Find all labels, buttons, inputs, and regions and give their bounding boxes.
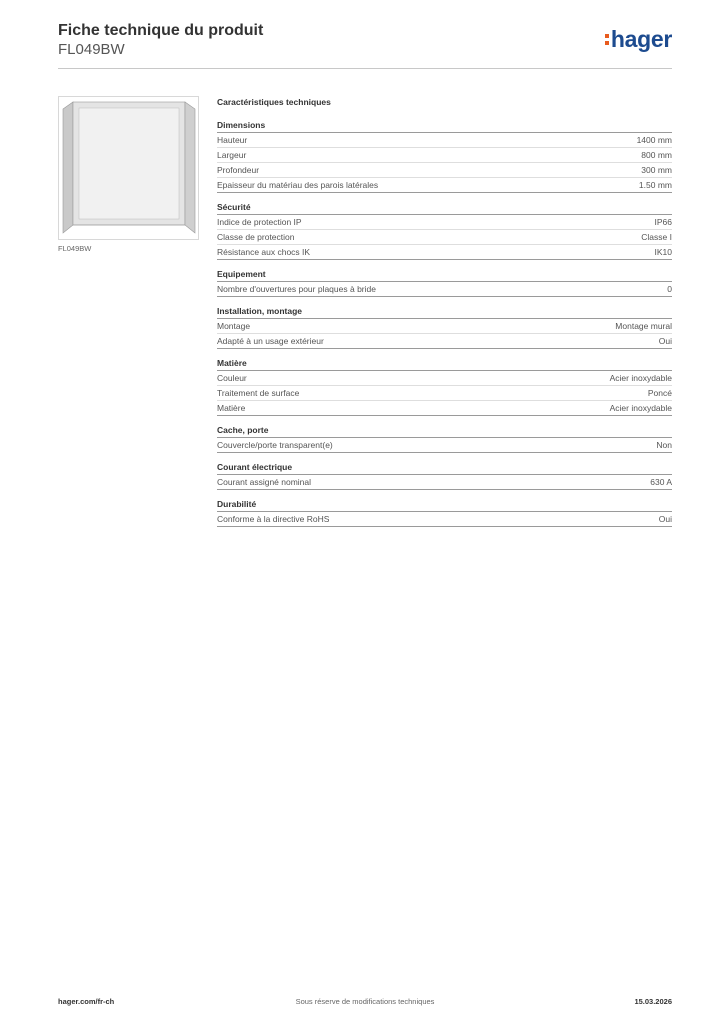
spec-row [217, 163, 672, 178]
spec-label: Nombre d'ouvertures pour plaques à bride [217, 284, 376, 294]
page-title: Fiche technique du produit [58, 22, 264, 39]
spec-section [217, 499, 672, 527]
spec-label: Couvercle/porte transparent(e) [217, 440, 333, 450]
spec-label: Epaisseur du matériau des parois latérales [217, 180, 379, 190]
spec-label: Adapté à un usage extérieur [217, 336, 324, 346]
product-image [58, 96, 199, 240]
spec-value: 0 [667, 284, 672, 294]
header-divider [58, 68, 672, 69]
spec-label: Courant assigné nominal [217, 477, 312, 487]
spec-value: 1400 mm [636, 135, 672, 145]
hager-logo [605, 26, 672, 53]
spec-value: Oui [658, 336, 672, 346]
spec-section [217, 202, 672, 260]
spec-value: 630 A [650, 477, 672, 487]
spec-label: Matière [217, 403, 246, 413]
section-title: Sécurité [217, 202, 672, 215]
spec-row [217, 371, 672, 386]
spec-row [217, 282, 672, 297]
image-caption: FL049BW [58, 244, 92, 253]
spec-row [217, 334, 672, 349]
enclosure-illustration [59, 97, 198, 239]
section-title: Matière [217, 358, 672, 371]
section-title: Cache, porte [217, 425, 672, 438]
spec-value: Poncé [647, 388, 672, 398]
spec-label: Couleur [217, 373, 247, 383]
spec-label: Résistance aux chocs IK [217, 247, 311, 257]
spec-row [217, 230, 672, 245]
page-header [58, 22, 672, 68]
spec-label: Hauteur [217, 135, 248, 145]
spec-value: Classe I [641, 232, 672, 242]
spec-label: Largeur [217, 150, 247, 160]
section-title: Dimensions [217, 120, 672, 133]
spec-value: Oui [658, 514, 672, 524]
spec-section [217, 358, 672, 416]
spec-value: 800 mm [641, 150, 672, 160]
spec-sections [217, 120, 672, 527]
spec-value: Acier inoxydable [609, 403, 672, 413]
spec-row [217, 319, 672, 334]
product-code: FL049BW [58, 41, 125, 58]
spec-row [217, 386, 672, 401]
spec-label: Conforme à la directive RoHS [217, 514, 330, 524]
footer-note: Sous réserve de modifications techniques [295, 997, 435, 1006]
spec-section [217, 425, 672, 453]
spec-row [217, 438, 672, 453]
technical-specs [217, 96, 672, 536]
spec-row [217, 215, 672, 230]
section-title: Courant électrique [217, 462, 672, 475]
spec-label: Traitement de surface [217, 388, 300, 398]
spec-value: 300 mm [641, 165, 672, 175]
spec-value: 1.50 mm [638, 180, 672, 190]
specs-title: Caractéristiques techniques [217, 97, 331, 107]
spec-label: Classe de protection [217, 232, 295, 242]
spec-value: IP66 [654, 217, 672, 227]
spec-label: Indice de protection IP [217, 217, 302, 227]
logo-text: hager [610, 26, 672, 52]
footer-website: hager.com/fr-ch [58, 997, 115, 1006]
spec-row [217, 148, 672, 163]
spec-row [217, 245, 672, 260]
spec-row [217, 401, 672, 416]
section-title: Installation, montage [217, 306, 672, 319]
spec-section [217, 269, 672, 297]
spec-row [217, 512, 672, 527]
spec-value: IK10 [654, 247, 672, 257]
spec-row [217, 475, 672, 490]
section-title: Equipement [217, 269, 672, 282]
spec-section [217, 306, 672, 349]
spec-label: Montage [217, 321, 251, 331]
section-title: Durabilité [217, 499, 672, 512]
spec-section [217, 120, 672, 193]
spec-row [217, 178, 672, 193]
spec-section [217, 462, 672, 490]
spec-value: Acier inoxydable [609, 373, 672, 383]
spec-row [217, 133, 672, 148]
logo-mark-icon [605, 34, 609, 45]
spec-value: Montage mural [615, 321, 672, 331]
footer-date: 15.03.2026 [634, 997, 672, 1006]
spec-label: Profondeur [217, 165, 260, 175]
spec-value: Non [656, 440, 672, 450]
